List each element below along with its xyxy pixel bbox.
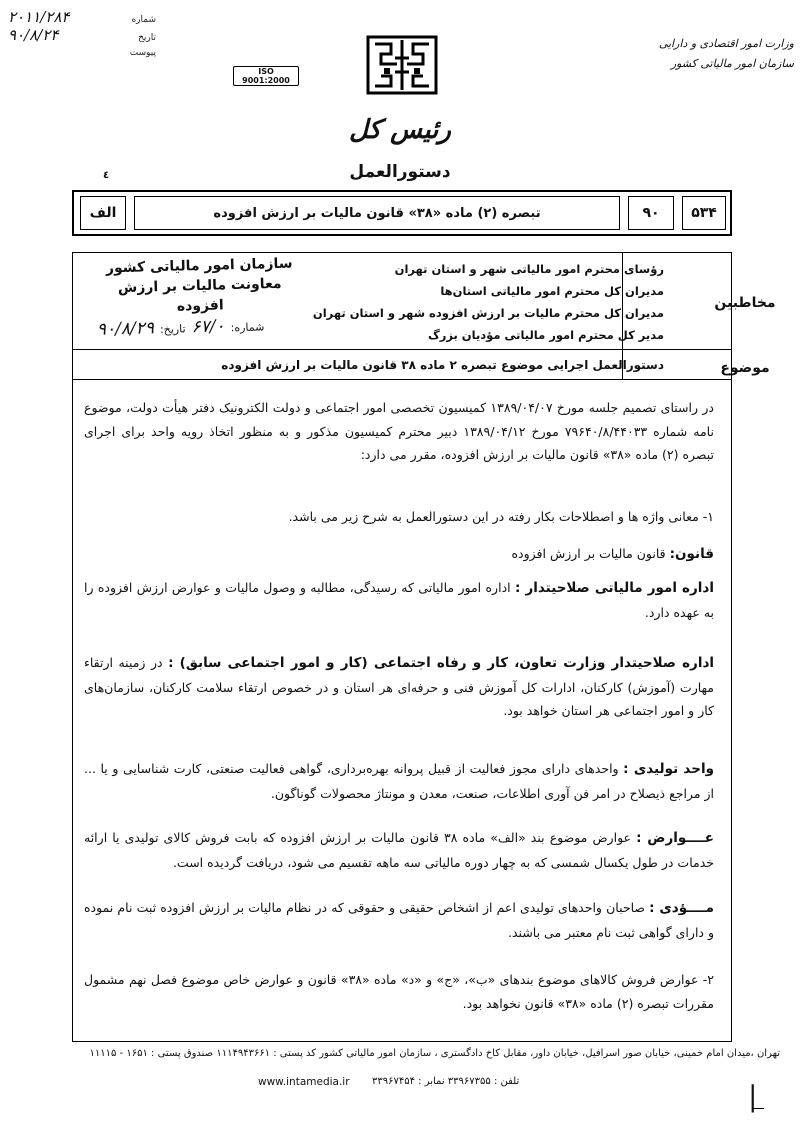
definition-term: مــــؤدی : — [649, 900, 714, 916]
item-2: ۲- عوارض فروش کالاهای موضوع بندهای «ب»، «ج» و «د» ماده «۳۸» قانون و عوارض خاص موضوع فصل نهم مشمول مقررات تبصره (۲) ماده «۳۸» قانون نخواهد بود. — [84, 972, 714, 1011]
margin-mark: ٤ — [103, 170, 110, 181]
reference-year: ۹۰ — [628, 196, 674, 230]
iso-certification-badge: ISO 9001:2000 — [233, 66, 299, 86]
footer-website: www.intamedia.ir — [258, 1076, 350, 1088]
stamp-number: ۶۷/۰ — [191, 316, 225, 338]
subject-label: موضوع — [720, 360, 770, 376]
ministry-letterhead — [544, 34, 794, 74]
subject-text: دستورالعمل اجرایی موضوع تبصره ۲ ماده ۳۸ قانون مالیات بر ارزش افزوده — [221, 358, 664, 372]
stamp-date: ۹۰/۸/۲۹ — [96, 318, 155, 340]
definition-tax-office — [84, 576, 714, 624]
date-label: تاریخ — [138, 33, 156, 43]
definition-text: واحدهای دارای مجوز فعالیت از قبیل پروانه بهره‌برداری، گواهی فعالیت صنعتی، کارت شناسایی و یا ... از مراجع ذیصلاح در امر فن آوری اطلاعات، صنعت، معدن و مونتاژ محصولات گوناگون. — [84, 761, 714, 801]
stamp-organization: سازمان امور مالیاتی کشور — [105, 255, 293, 277]
definition-duties — [84, 826, 714, 874]
item-1: ۱- معانی واژه ها و اصطلاحات بکار رفته در این دستورالعمل به شرح زیر می باشد. — [288, 509, 714, 524]
addressee-line: رؤسای محترم امور مالیاتی شهر و استان تهران — [394, 262, 664, 276]
reference-row — [80, 196, 726, 230]
addressee-line: مدیران کل محترم امور مالیاتی استان‌ها — [440, 284, 664, 298]
definition-labor-office — [84, 651, 714, 723]
definition-text: قانون مالیات بر ارزش افزوده — [511, 546, 666, 561]
number-label: شماره — [131, 15, 156, 25]
definition-term: اداره صلاحیتدار وزارت تعاون، کار و رفاه اجتماعی (کار و امور اجتماعی سابق) : — [168, 655, 715, 671]
definition-production-unit — [84, 757, 714, 805]
organization-name: سازمان امور مالیاتی کشور — [670, 57, 794, 70]
definition-text: صاحبان واحدهای تولیدی اعم از اشخاص حقیقی و حقوقی که در نظام مالیات بر ارزش افزوده ثبت نام نموده و دارای گواهی ثبت نام معتبر می باشند. — [84, 900, 714, 940]
footer-phone: تلفن : ۳۳۹۶۷۳۵۵ نمابر : ۳۳۹۶۷۴۵۴ — [372, 1076, 520, 1087]
stamp-department: معاونت مالیات بر ارزش افزوده — [117, 275, 282, 315]
addressee-line: مدیر کل محترم امور مالیاتی مؤدیان بزرگ — [427, 328, 664, 342]
received-stamp — [95, 253, 305, 338]
footer-address: تهران ،میدان امام خمینی، خیابان صور اسرافیل، خیابان داور، مقابل کاخ دادگستری ، سازمان امور مالیاتی کشور کد پستی : ۱۱۱۴۹۴۳۶۶۱ صندوق پستی : ۱۶۵۱ - ۱۱۱۱۵ — [89, 1048, 780, 1059]
reference-number: ۵۳۴ — [682, 196, 726, 230]
definition-text: عوارض موضوع بند «الف» ماده ۳۸ قانون مالیات بر ارزش افزوده که بابت فروش کالای تولیدی یا ارائه خدمات در طول یکسال شمسی که به چهار دوره مالیاتی سه ماهه تقسیم می شود، دریافت گردیده است. — [84, 830, 714, 870]
definition-text: اداره امور مالیاتی که رسیدگی، مطالبه و وصول مالیات و عوارض ارزش افزوده را به عهده دارد. — [84, 580, 714, 620]
letter-metadata — [8, 10, 156, 61]
letter-date: ۹۰/۸/۲۴ — [8, 26, 59, 44]
letter-number: ۲۰۱۱/۲۸۴ — [8, 8, 70, 26]
ministry-name: وزارت امور اقتصادی و دارایی — [658, 37, 794, 50]
page-margin-dash — [752, 1108, 764, 1109]
addressee-line: مدیران کل محترم مالیات بر ارزش افزوده شهر و استان تهران — [312, 306, 664, 320]
chief-heading: رئیس کل — [349, 115, 451, 145]
definition-term: قانون: — [669, 546, 714, 562]
stamp-date-label: تاریخ: — [159, 322, 186, 337]
definition-term: عــــوارض : — [636, 830, 714, 846]
table-divider — [73, 349, 731, 350]
attachment-label: پیوست — [129, 48, 156, 58]
intro-paragraph: در راستای تصمیم جلسه مورخ ۱۳۸۹/۰۴/۰۷ کمیسیون تخصصی امور اجتماعی و دولت الکترونیک دفتر هیأت دولت، موضوع نامه شماره ۷۹۶۴۰/۸/۴۴۰۳۳ مورخ ۱۳۸۹/۰۴/۱۲ دبیر محترم کمیسیون مذکور و به منظور اتخاذ رویه واحد برای اجرای تبصره (۲) ماده «۳۸» قانون مالیات بر ارزش افزوده، مقرر می دارد: — [84, 400, 714, 462]
definition-taxpayer — [84, 896, 714, 944]
definition-term: اداره امور مالیاتی صلاحیتدار : — [514, 580, 714, 596]
tax-organization-logo-icon — [365, 34, 439, 96]
reference-subject: تبصره (۲) ماده «۳۸» قانون مالیات بر ارزش افزوده — [134, 196, 620, 230]
page-margin-mark: | — [748, 1080, 758, 1113]
stamp-number-label: شماره: — [230, 320, 265, 335]
reference-category: الف — [80, 196, 126, 230]
addressees-label: مخاطبین — [714, 295, 776, 311]
definition-text: در زمینه ارتقاء مهارت (آموزش) کارکنان، ادارات کل آموزش فنی و حرفه‌ای هر استان و در خصوص ارتقاء سلامت کارکنان، سازمان‌های کار و امور اجتماعی هر استان خواهد بود. — [84, 655, 714, 718]
document-title: دستورالعمل — [349, 162, 451, 182]
definition-law — [84, 542, 714, 567]
definition-term: واحد تولیدی : — [623, 761, 714, 777]
